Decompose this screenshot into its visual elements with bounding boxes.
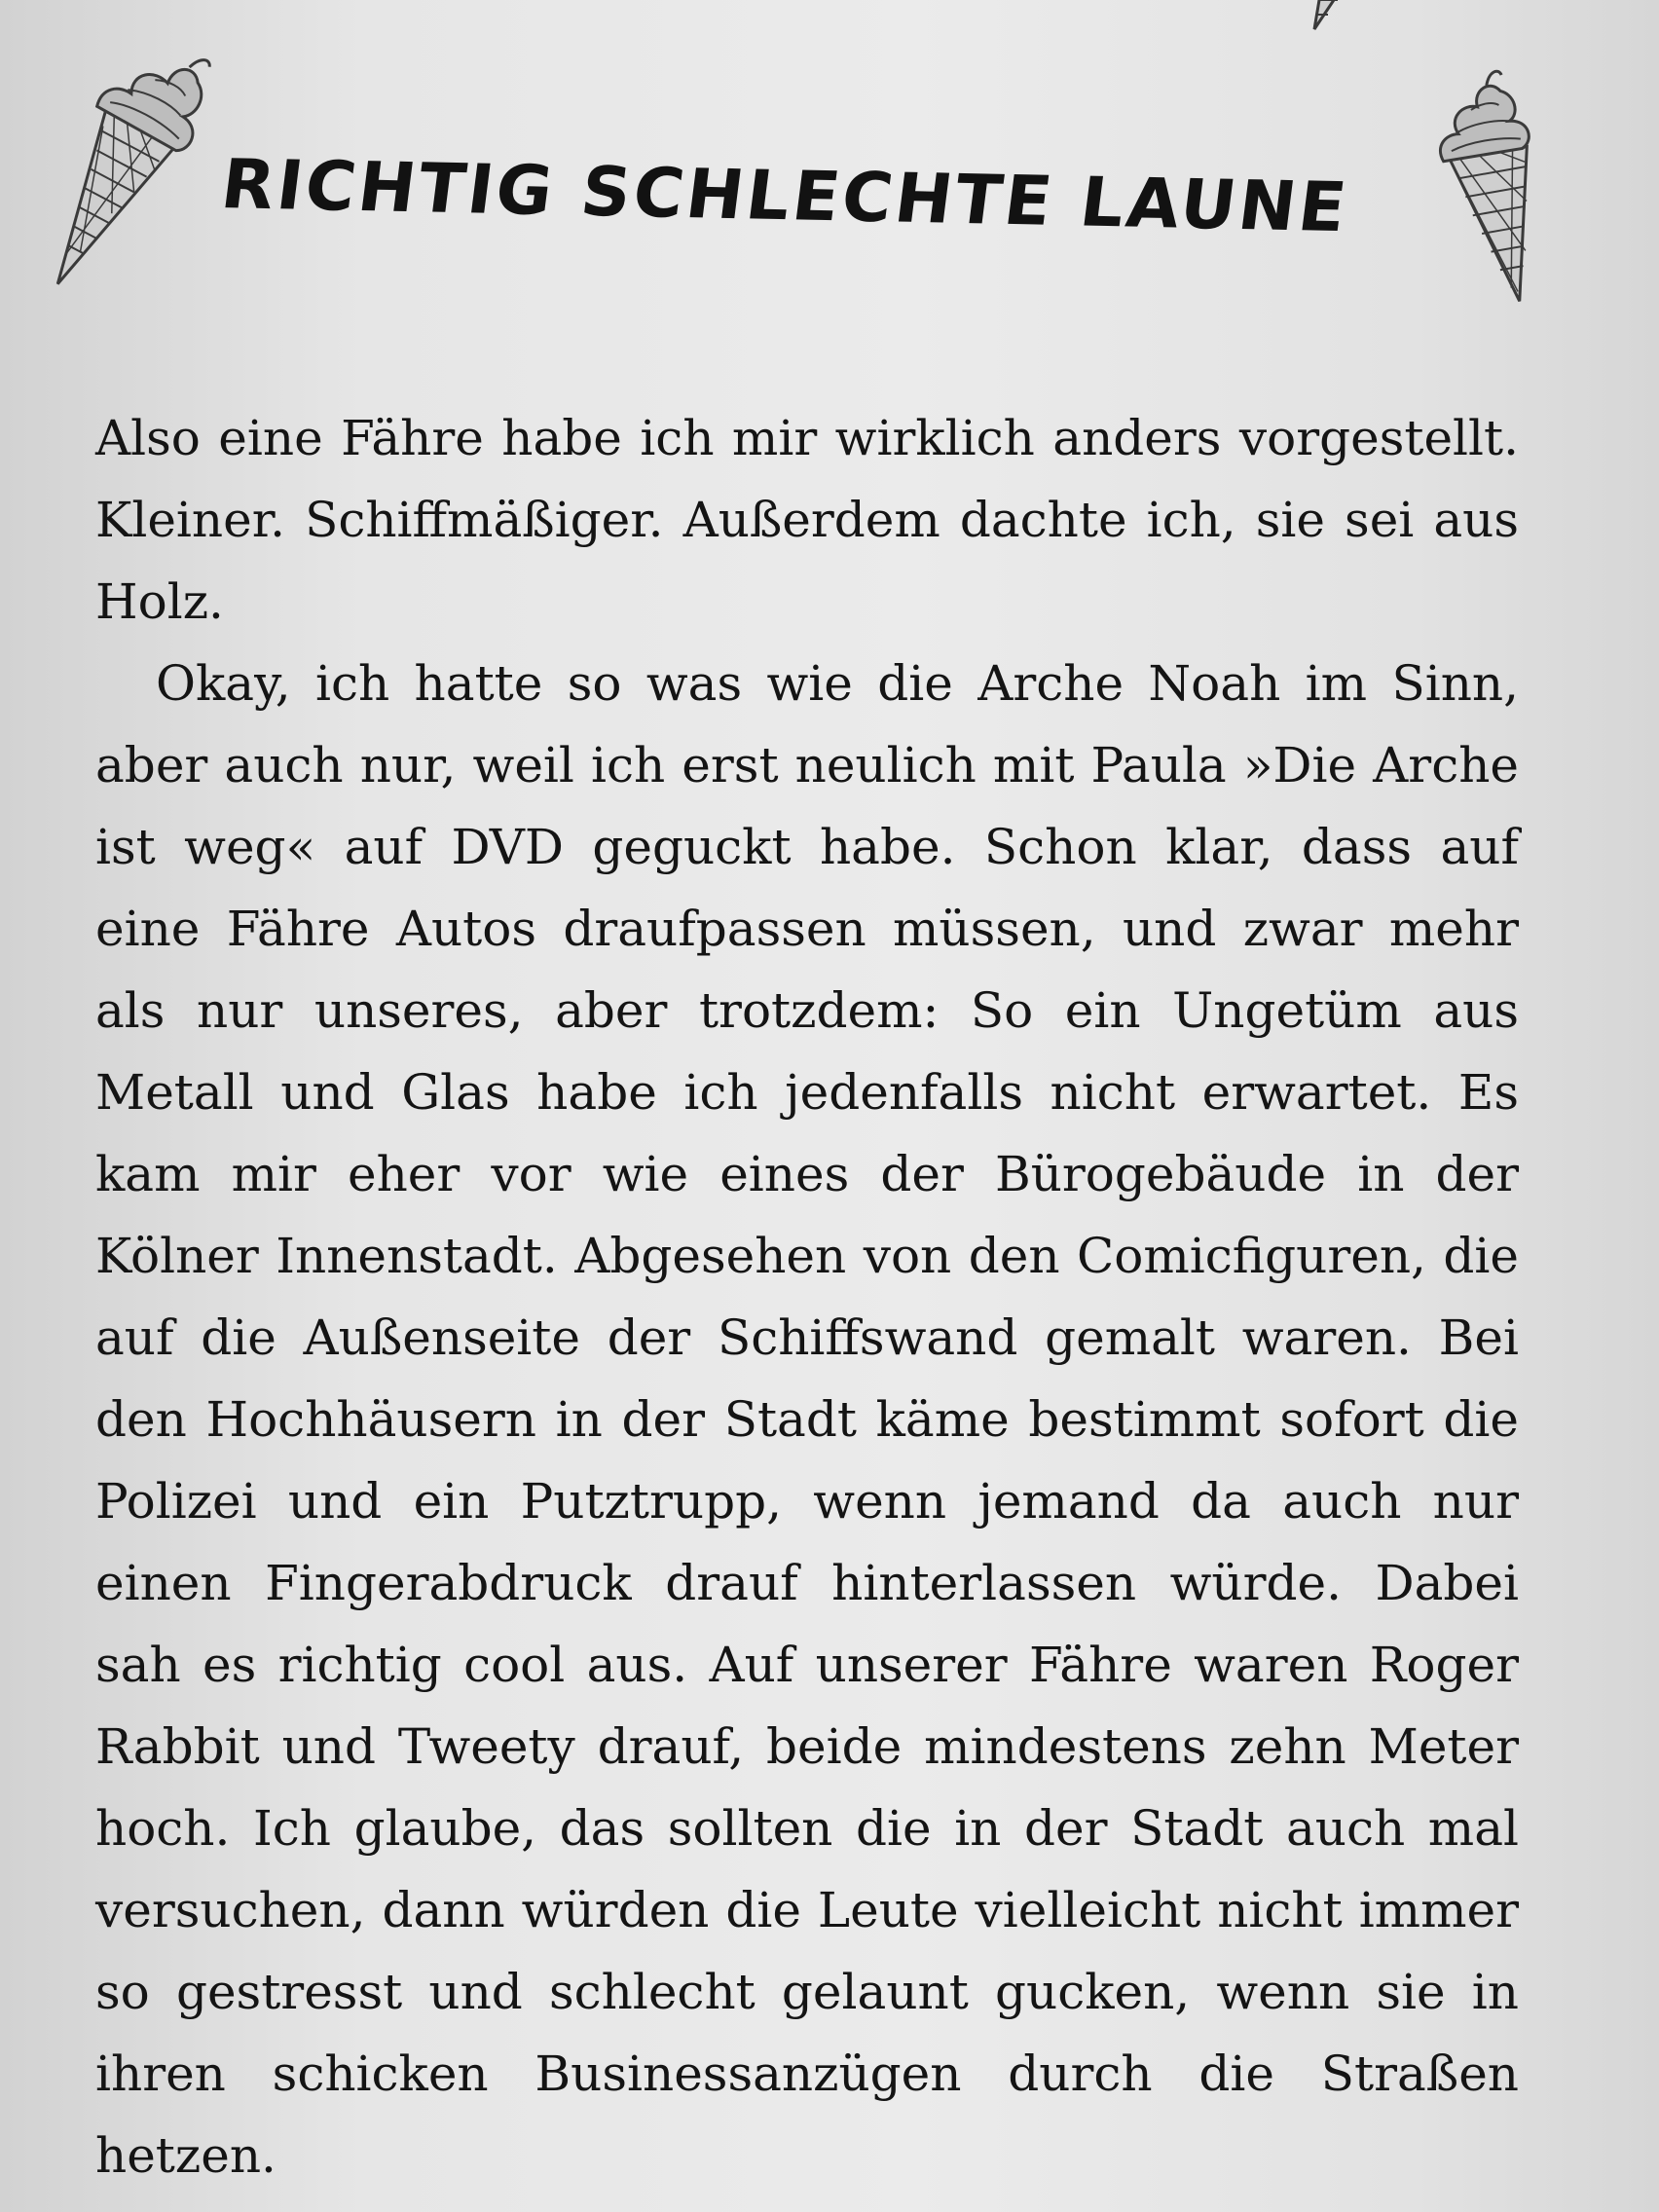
ice-cream-cone-right-icon (1431, 60, 1558, 313)
ice-cream-cone-left-icon (29, 18, 214, 310)
paragraph-1: Also eine Fähre habe ich mir wirklich anders vorgestellt. Kleiner. Schiffmäßiger. Außerdem dachte ich, sie sei aus Holz. (95, 410, 1519, 630)
paragraph-2: Okay, ich hatte so was wie die Arche Noah im Sinn, aber auch nur, weil ich erst neulich mit Paula »Die Arche ist weg« auf DVD geguckt habe. Schon klar, dass auf eine Fähre Autos draufpassen müssen, und zwar mehr als nur unseres, aber trotzdem: So ein Ungetüm aus Metall und Glas habe ich jedenfalls nicht erwartet. Es kam mir eher vor wie eines der Bürogebäude in der Kölner Innenstadt. Abgesehen von den Comicfiguren, die auf die Außenseite der Schiffswand gemalt waren. Bei den Hochhäusern in der Stadt käme bestimmt sofort die Polizei und ein Putztrupp, wenn jemand da auch nur einen Fingerabdruck drauf hinterlassen würde. Dabei sah es richtig cool aus. Auf unserer Fähre waren Roger Rabbit und Tweety drauf, beide mindestens zehn Meter hoch. Ich glaube, das sollten die in der Stadt auch mal versuchen, dann würden die Leute vielleicht nicht immer so gestresst und schlecht gelaunt gucken, wenn sie in ihren schicken Businessanzügen durch die Straßen hetzen. (95, 655, 1519, 2184)
chapter-title: RICHTIG SCHLECHTE LAUNE (216, 144, 1353, 248)
ice-cream-cone-top-icon (1295, 0, 1412, 68)
body-text (95, 397, 1519, 2196)
